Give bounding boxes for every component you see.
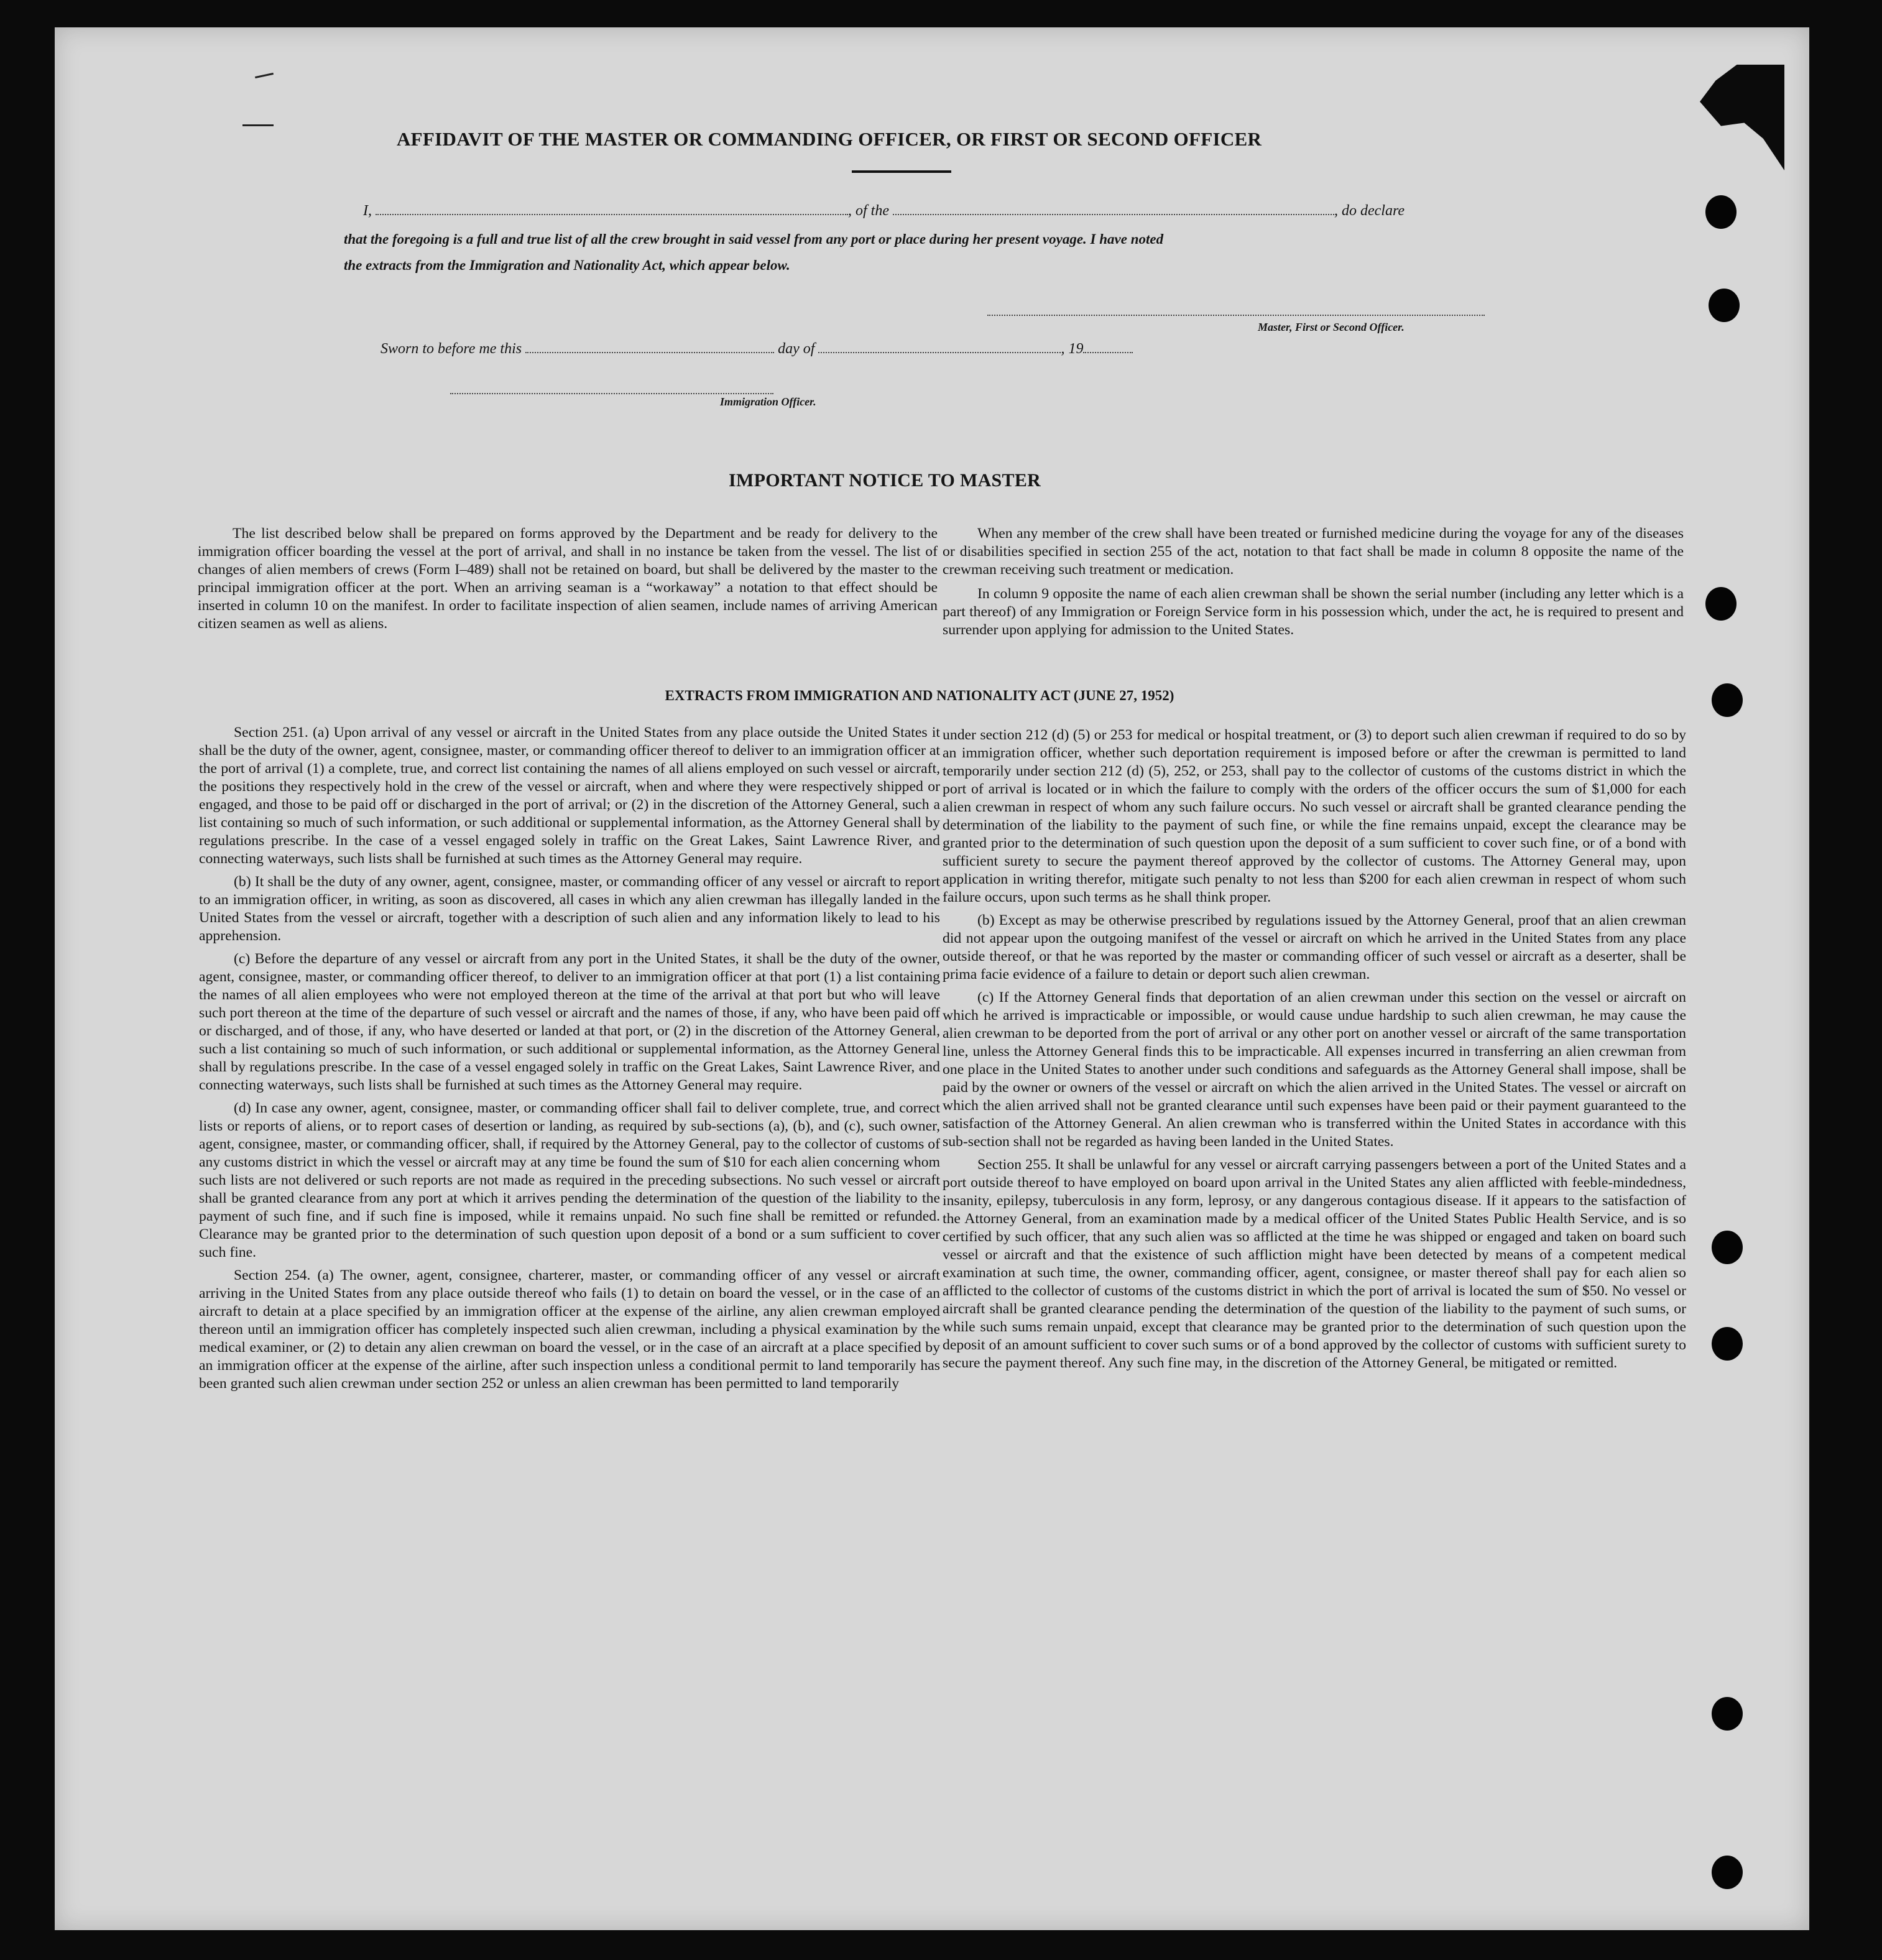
extract-paragraph: under section 212 (d) (5) or 253 for medical or hospital treatment, or (3) to deport such alien crewman if required to do so by an immigration officer, whether such deportation requirement is imposed before or after the crewman is permitted to land temporarily under section 212 (d) (5), 252, or 253, shall pay to the collector of customs of the customs district in which the port of arrival is located or in which the failure to comply with the orders of the officer occurs the sum of $1,000 for each alien crewman in respect of whom any such failure occurs. No such vessel or aircraft shall be granted clearance pending the determination of the liability to the payment of such fine, or while the fine remains unpaid, except the clearance may be granted prior to the determination of such question upon the deposit of a sum sufficient to cover such fine, or of a bond with sufficient surety to secure the payment thereof approved by the collector of customs. The Attorney General may, upon application in writing therefor, mitigate such penalty to not less than $200 for each alien crewman in respect of whom such failure occurs, upon such terms as he shall think proper. xyxy=(943,727,1686,905)
notice-right-paragraph: When any member of the crew shall have been treated or furnished medicine during the voyage for any of the diseases or disabilities specified in section 255 of the act, notation to that fact shall be made in column 8 opposite the name of the crewman receiving such treatment or medication. xyxy=(943,525,1684,578)
vessel-field[interactable] xyxy=(893,203,1334,215)
master-signature-line[interactable] xyxy=(987,315,1485,316)
stray-mark xyxy=(255,73,274,78)
officer-caption: Immigration Officer. xyxy=(720,395,816,408)
officer-signature-line[interactable] xyxy=(450,393,773,394)
punch-hole xyxy=(1712,1327,1743,1361)
notice-title: IMPORTANT NOTICE TO MASTER xyxy=(729,470,1041,491)
punch-hole xyxy=(1709,289,1740,322)
day-field[interactable] xyxy=(525,341,774,353)
stray-mark xyxy=(242,124,274,126)
document-page xyxy=(55,27,1809,1930)
extracts-right-column xyxy=(943,726,1686,1372)
notice-left-paragraph: The list described below shall be prepared on forms approved by the Department and be ready for delivery to the immigration officer boarding the vessel at the port of arrival, and shall in no instance be taken from the vessel. The list of changes of alien members of crews (Form I–489) shall not be retained on board, but shall be delivered by the master to the principal immigration officer at the port. When an arriving seaman is a “workaway” a notation to that effect should be inserted in column 10 on the manifest. In order to facilitate inspection of alien seamen, include names of arriving American citizen seamen as well as aliens. xyxy=(198,525,938,632)
statement-line-2: the extracts from the Immigration and Nationality Act, which appear below. xyxy=(344,257,790,273)
extract-paragraph: (d) In case any owner, agent, consignee, master, or commanding officer shall fail to deliver complete, true, and correct lists or reports of aliens, or to report cases of desertion or landing, as required by sub-sections (a), (b), and (c), such owner, agent, consignee, master, or commanding officer, shall, if required by the Attorney General, pay to the collector of customs of any customs district in which the vessel or aircraft may at any time be found the sum of $10 for each alien concerning whom such lists are not delivered or such reports are not made as required in the preceding subsections. No such vessel or aircraft shall be granted clearance from any port at which it arrives pending the determination of the question of the liability to the payment of such fine, and if such fine is imposed, while it remains unpaid. No such fine shall be remitted or refunded. Clearance may be granted prior to the determination of such question upon deposit of a bond or a sum sufficient to cover such fine. xyxy=(199,1100,940,1260)
title-rule xyxy=(852,170,951,173)
sworn-before: Sworn to before me this xyxy=(381,341,522,357)
month-field[interactable] xyxy=(818,341,1061,353)
extracts-left-column xyxy=(199,724,940,1393)
year-field[interactable] xyxy=(1083,341,1133,353)
notice-left-column xyxy=(198,525,938,633)
extract-paragraph: Section 255. It shall be unlawful for any vessel or aircraft carrying passengers between a port of the United States and a port outside thereof to have employed on board upon arrival in the United States any alien afflicted with feeble-mindedness, insanity, epilepsy, tuberculosis in any form, leprosy, or any dangerous contagious disease. If it appears to the satisfaction of the Attorney General, from an examination made by a medical officer of the United States Public Health Service, and is so certified by such officer, that any such alien was so afflicted at the time he was shipped or engaged and taken on board such vessel or aircraft and that the existence of such affliction might have been detected by means of a competent medical examination at such time, the owner, commanding officer, agent, consignee, or master thereof shall pay for each alien so afflicted to the collector of customs of the customs district in which the port of arrival is located the sum of $50. No vessel or aircraft shall be granted clearance pending the determination of the question of the liability to the payment of such sums, or while such sums remain unpaid, except that clearance may be granted prior to the determination of such question upon the deposit of an amount sufficient to cover such sums or of a bond approved by the collector of customs with sufficient surety to secure the payment thereof. Any such fine may, in the discretion of the Attorney General, be mitigated or remitted. xyxy=(943,1157,1686,1371)
notice-right-column xyxy=(943,525,1684,639)
sworn-year: , 19 xyxy=(1061,341,1084,357)
punch-hole xyxy=(1705,587,1737,621)
sworn-line xyxy=(381,341,1133,358)
punch-hole xyxy=(1712,1231,1743,1264)
declare-i: I, xyxy=(363,203,372,219)
punch-hole xyxy=(1705,195,1737,229)
extract-paragraph: Section 251. (a) Upon arrival of any vessel or aircraft in the United States from any place outside the United States it shall be the duty of the owner, agent, consignee, master, or commanding officer thereof to deliver to an immigration officer at the port of arrival (1) a complete, true, and correct list containing the names of all aliens employed on such vessel or aircraft, the positions they respectively hold in the crew of the vessel or aircraft, when and where they were respectively shipped or engaged, and those to be paid off or discharged in the port of arrival; or (2) in the discretion of the Attorney General, such a list containing so much of such information, or such additional or supplemental information, as the Attorney General shall by regulations prescribe. In the case of a vessel engaged solely in traffic on the Great Lakes, Saint Lawrence River, and connecting waterways, such lists shall be furnished at such times as the Attorney General may require. xyxy=(199,724,940,867)
sworn-day-of: day of xyxy=(778,341,815,357)
notice-right-paragraph: In column 9 opposite the name of each alien crewman shall be shown the serial number (including any letter which is a part thereof) of any Immigration or Foreign Service form in his possession which, under the act, he is required to present and surrender upon applying for admission to the United States. xyxy=(943,586,1684,638)
declaration-line xyxy=(363,203,1405,220)
extracts-title: EXTRACTS FROM IMMIGRATION AND NATIONALITY ACT (JUNE 27, 1952) xyxy=(665,688,1174,703)
statement-line-1: that the foregoing is a full and true list of all the crew brought in said vessel from any port or place during her present voyage. I have noted xyxy=(344,231,1164,247)
master-caption: Master, First or Second Officer. xyxy=(1258,321,1405,333)
name-field[interactable] xyxy=(376,203,848,215)
extract-paragraph: (b) Except as may be otherwise prescribed by regulations issued by the Attorney General, proof that an alien crewman did not appear upon the outgoing manifest of the vessel or aircraft on which he arrived in the United States from any place outside thereof, or that he was reported by the master or commanding officer of such vessel or aircraft as a deserter, shall be prima facie evidence of a failure to detain or deport such alien crewman. xyxy=(943,912,1686,982)
punch-hole xyxy=(1712,1856,1743,1889)
extract-paragraph: Section 254. (a) The owner, agent, consignee, charterer, master, or commanding officer of any vessel or aircraft arriving in the United States from any place outside thereof who fails (1) to detain on board the vessel, or in the case of an aircraft to detain at a place specified by an immigration officer at the expense of the airline, any alien crewman employed thereon until an immigration officer has completely inspected such alien crewman, including a physical examination by the medical examiner, or (2) to detain any alien crewman on board the vessel, or in the case of an aircraft at a place specified by an immigration officer at the expense of the airline, after such inspection unless a conditional permit to land temporarily has been granted such alien crewman under section 252 or unless an alien crewman has been permitted to land temporarily xyxy=(199,1267,940,1392)
extract-paragraph: (c) Before the departure of any vessel or aircraft from any port in the United States, it shall be the duty of the owner, agent, consignee, master, or commanding officer thereof, to deliver to an immigration officer at that port (1) a list containing the names of all alien employees who were not employed thereon at the time of the arrival at that port but who will leave such port thereon at the time of the departure of such vessel or aircraft and the names of those, if any, who have been paid off or discharged, and of those, if any, who have deserted or landed at that port, or (2) in the discretion of the Attorney General, such a list containing so much of such information, or such additional or supplemental information, as the Attorney General shall by regulations prescribe. In the case of a vessel engaged solely in traffic on the Great Lakes, Saint Lawrence River, and connecting waterways, such lists shall be furnished at such times as the Attorney General may require. xyxy=(199,951,940,1093)
extract-paragraph: (b) It shall be the duty of any owner, agent, consignee, master, or commanding officer of any vessel or aircraft to report to an immigration officer, in writing, as soon as discovered, all cases in which any alien crewman has illegally landed in the United States from the vessel or aircraft, together with a description of such alien and any information likely to lead to his apprehension. xyxy=(199,874,940,944)
declare-end: , do declare xyxy=(1334,203,1405,219)
affidavit-title: AFFIDAVIT OF THE MASTER OR COMMANDING OFFICER, OR FIRST OR SECOND OFFICER xyxy=(397,128,1262,150)
extract-paragraph: (c) If the Attorney General finds that deportation of an alien crewman under this section on the vessel or aircraft on which he arrived is impracticable or impossible, or would cause undue hardship to such alien crewman, he may cause the alien crewman to be deported from the port of arrival or any other port on another vessel or aircraft of the same transportation line, unless the Attorney General finds this to be impracticable. All expenses incurred in transferring an alien crewman from one place in the United States to another under such conditions and safeguards as the Attorney General shall impose, shall be paid by the owner or owners of the vessel or aircraft on which the alien arrived in the United States. The vessel or aircraft on which the alien arrived shall not be granted clearance until such expenses have been paid or their payment guaranteed to the satisfaction of the Attorney General. An alien crewman who is transferred within the United States in accordance with this sub-section shall not be regarded as having been landed in the United States. xyxy=(943,989,1686,1150)
punch-hole xyxy=(1712,1697,1743,1731)
torn-corner xyxy=(1679,65,1784,170)
declare-of-the: , of the xyxy=(848,203,889,219)
